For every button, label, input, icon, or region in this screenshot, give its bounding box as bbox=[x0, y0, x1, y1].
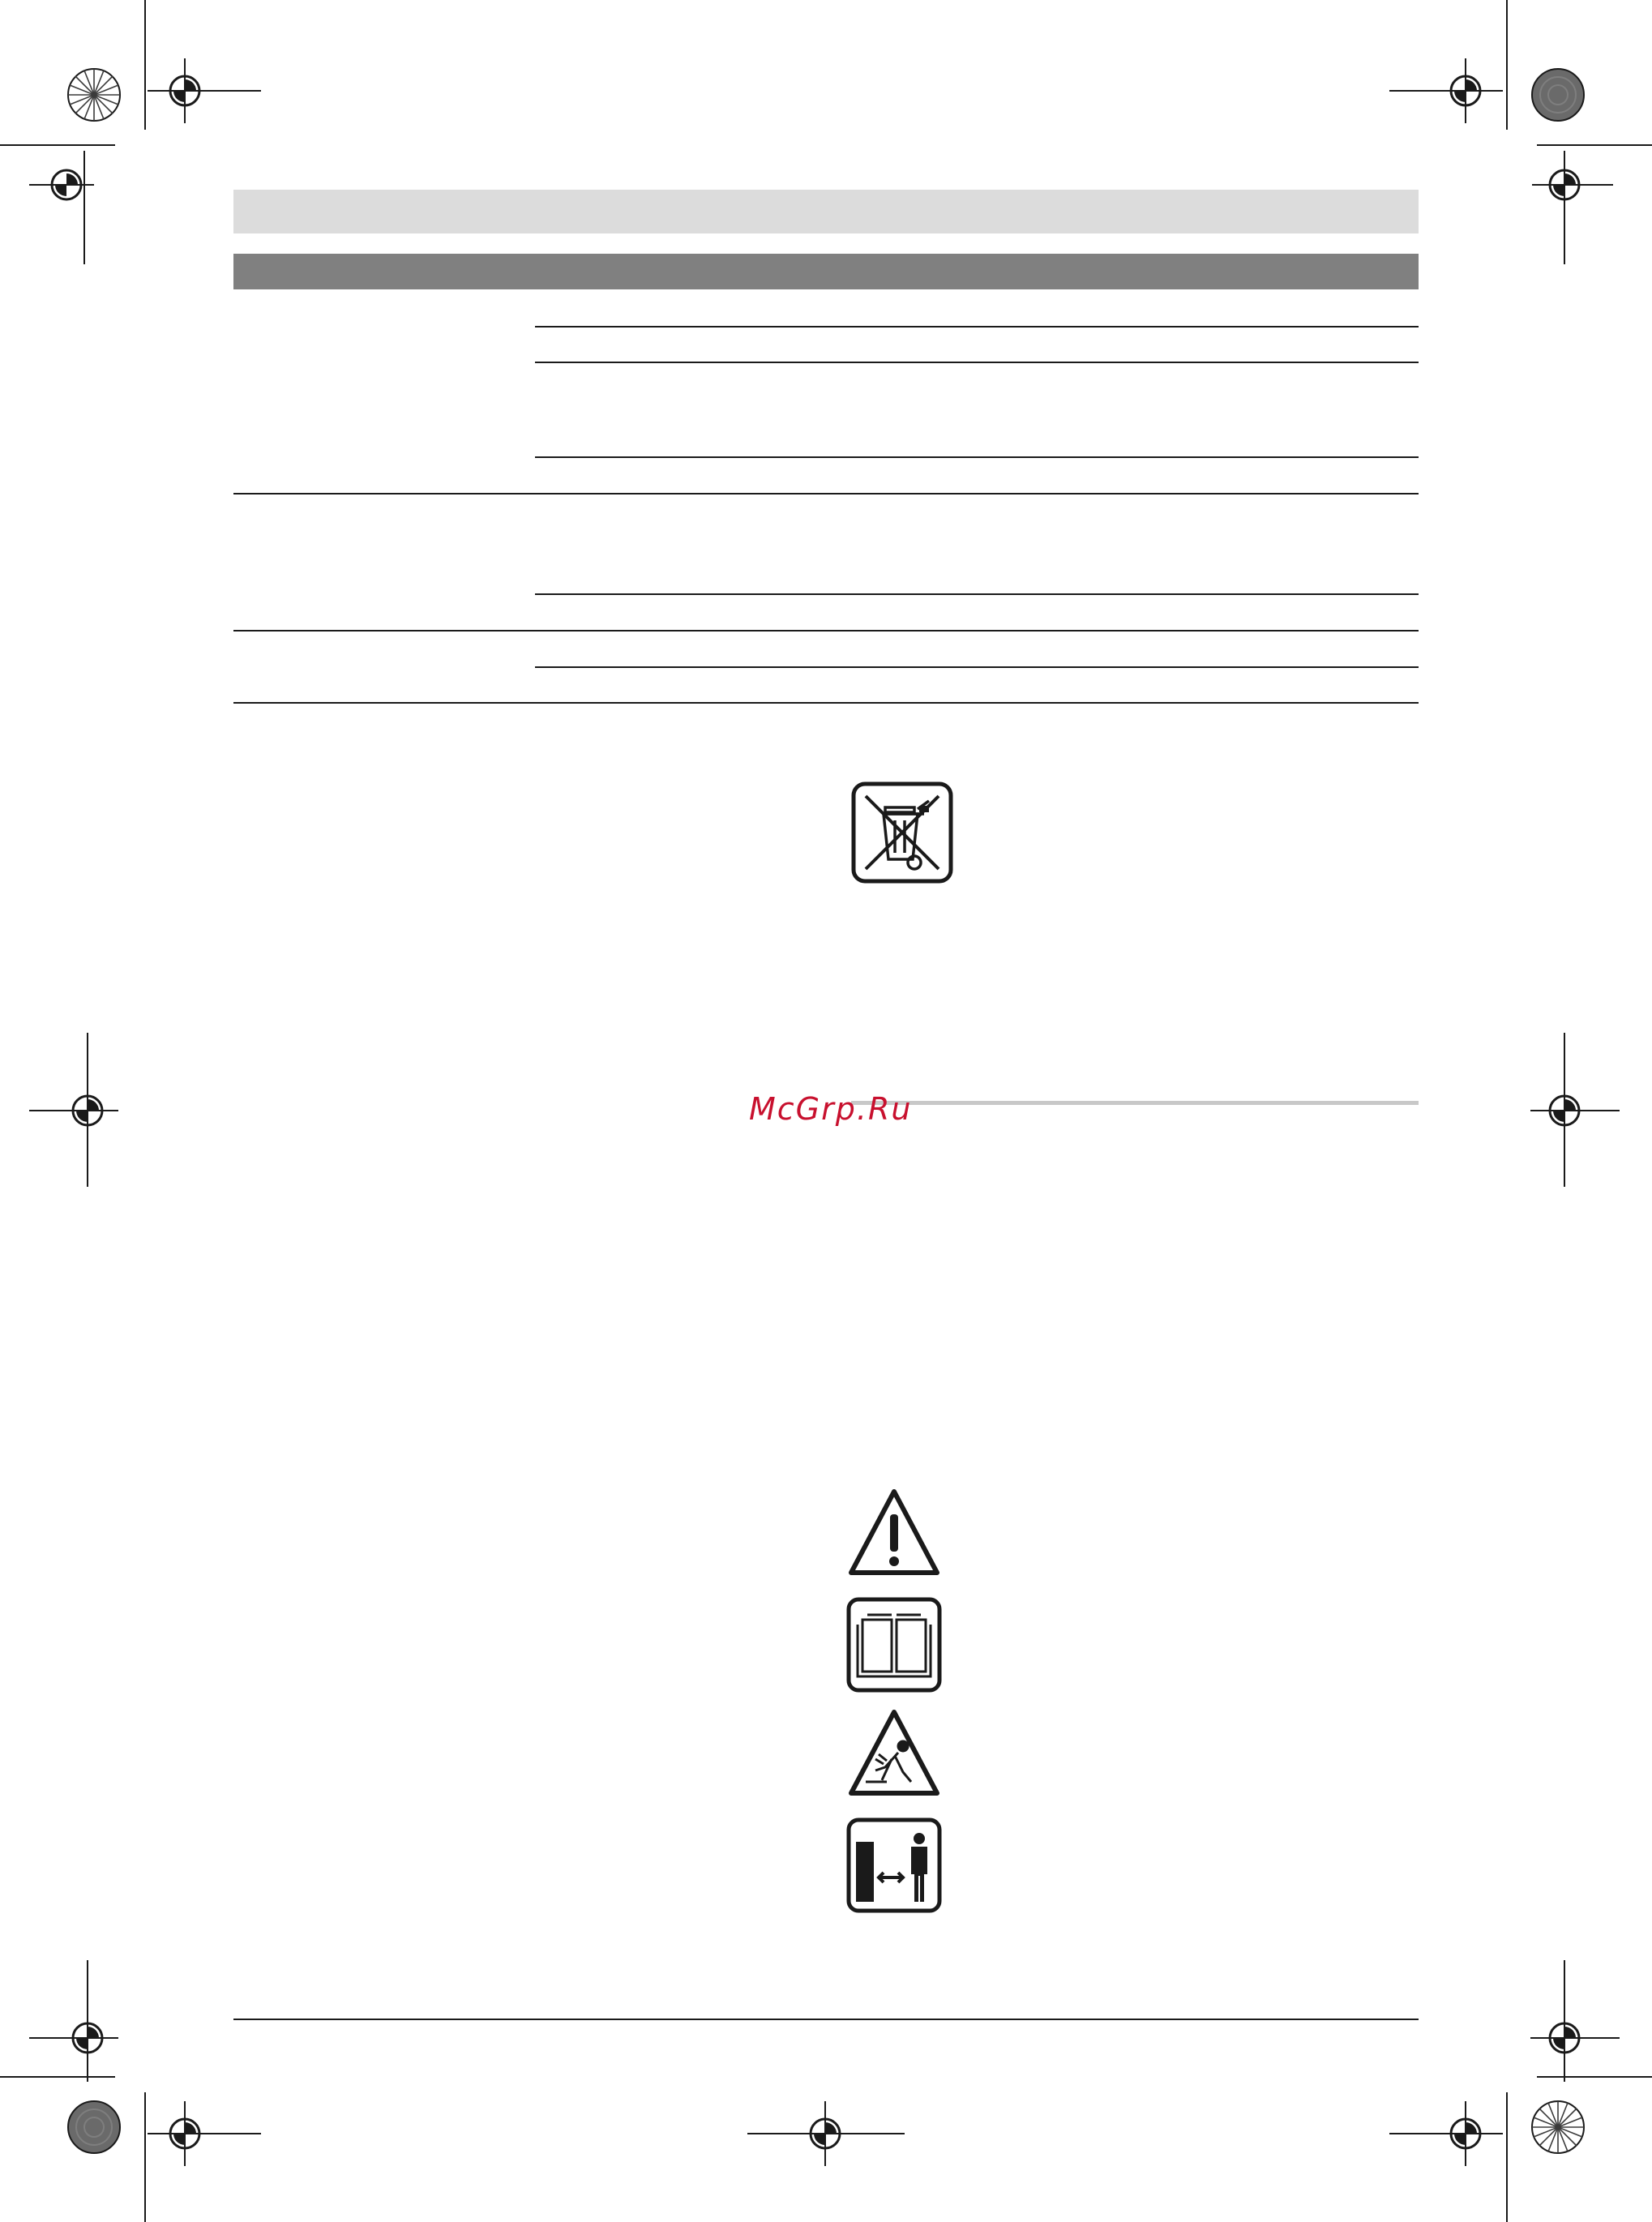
gray-disc-bottom-left bbox=[66, 2100, 122, 2155]
crossed-out-wheelie-bin-icon bbox=[851, 781, 953, 884]
registration-mark-right-middle bbox=[1530, 1033, 1620, 1187]
footer-rule bbox=[233, 2019, 1419, 2020]
registration-mark-left-upper bbox=[29, 151, 94, 264]
registration-mark-right-upper bbox=[1532, 151, 1613, 264]
table-group-divider bbox=[233, 493, 1419, 494]
watermark-text: McGrp.Ru bbox=[749, 1091, 913, 1127]
registration-mark-bottom-left bbox=[148, 2101, 261, 2166]
table-row-divider bbox=[535, 593, 1419, 595]
kickback-hazard-icon bbox=[846, 1707, 942, 1800]
registration-mark-bottom-right bbox=[1389, 2101, 1503, 2166]
table-bottom-rule bbox=[233, 702, 1419, 704]
registration-mark-right-lower bbox=[1530, 1960, 1620, 2082]
keep-distance-icon bbox=[846, 1817, 942, 1913]
section-separator bbox=[851, 1101, 1419, 1105]
registration-mark-top-left bbox=[148, 58, 261, 123]
registration-mark-left-middle bbox=[29, 1033, 118, 1187]
table-row-divider bbox=[535, 326, 1419, 328]
registration-mark-bottom-center bbox=[747, 2101, 905, 2166]
starburst-disc-top-left bbox=[66, 67, 122, 122]
table-header-bar bbox=[233, 254, 1419, 289]
table-row-divider bbox=[535, 456, 1419, 458]
starburst-disc-bottom-right bbox=[1530, 2100, 1586, 2155]
page-header-bar bbox=[233, 190, 1419, 233]
registration-mark-left-lower bbox=[29, 1960, 118, 2082]
read-manual-icon bbox=[846, 1597, 942, 1693]
table-row-divider bbox=[535, 666, 1419, 668]
table-row-divider bbox=[535, 362, 1419, 363]
warning-triangle-icon bbox=[846, 1487, 942, 1579]
registration-mark-top-right bbox=[1389, 58, 1503, 123]
table-group-divider bbox=[233, 630, 1419, 631]
gray-disc-top-right bbox=[1530, 67, 1586, 122]
